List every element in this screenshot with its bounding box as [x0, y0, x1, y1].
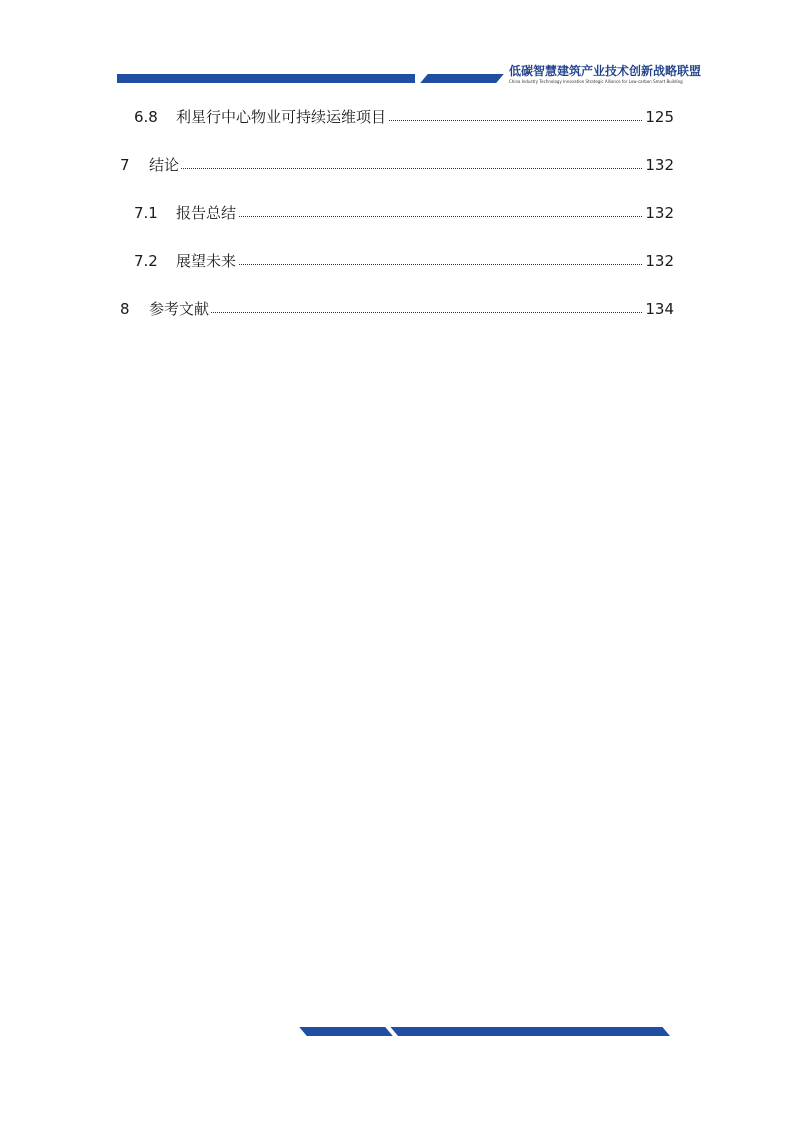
toc-title: 报告总结 [176, 201, 238, 225]
toc-entry-7[interactable] [0, 153, 793, 177]
toc-leader-dots [176, 216, 672, 217]
header-stripe-short [420, 74, 504, 83]
footer-stripe-long [390, 1027, 670, 1036]
toc-leader-dots [149, 168, 672, 169]
toc-page-number: 125 [643, 105, 674, 129]
toc-number: 7.2 [134, 252, 158, 270]
toc-leader-dots [176, 264, 672, 265]
toc-page-number: 132 [643, 153, 674, 177]
toc-entry-7-1[interactable] [0, 201, 793, 225]
toc-entry-7-2[interactable] [0, 249, 793, 273]
org-name: 低碳智慧建筑产业技术创新战略联盟 [509, 64, 702, 78]
toc-entry-8[interactable] [0, 297, 793, 321]
org-subtitle: China Industry Technology Innovation Strategic Alliance for Low-carbon Smart Building [509, 79, 683, 84]
toc-page-number: 132 [643, 201, 674, 225]
toc-title: 展望未来 [176, 249, 238, 273]
toc-title: 参考文献 [149, 297, 211, 321]
toc-number: 8 [120, 300, 130, 318]
toc-page-number: 134 [643, 297, 674, 321]
toc-page-number: 132 [643, 249, 674, 273]
footer-stripe-short [299, 1027, 393, 1036]
toc-number: 6.8 [134, 108, 158, 126]
toc-leader-dots [149, 312, 672, 313]
header-stripe-long [117, 74, 415, 83]
toc-entry-6-8[interactable] [0, 105, 793, 129]
toc-title: 结论 [149, 153, 181, 177]
toc-number: 7.1 [134, 204, 158, 222]
toc-number: 7 [120, 156, 130, 174]
toc-title: 利星行中心物业可持续运维项目 [176, 105, 388, 129]
